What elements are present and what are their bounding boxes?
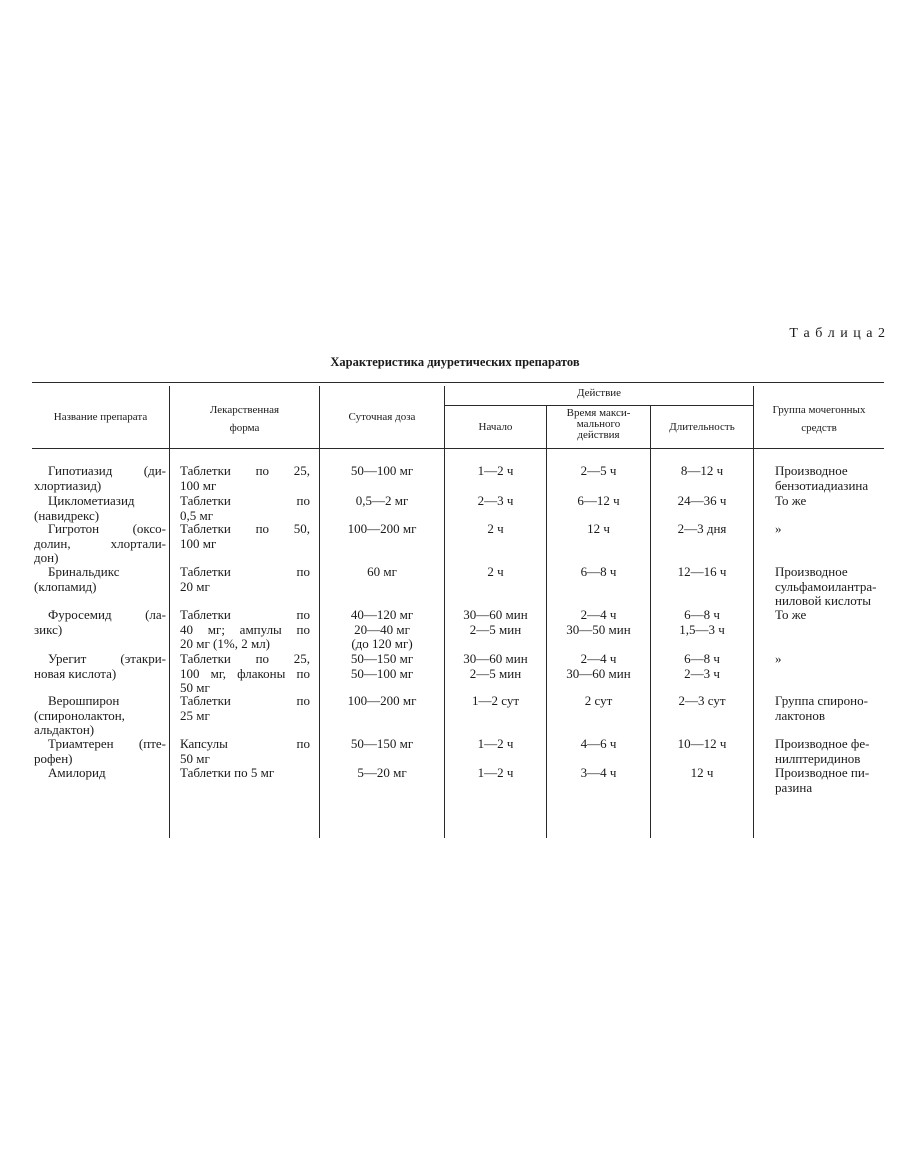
cell-form-line: Таблетки по 5 мг bbox=[180, 765, 275, 780]
cell-onset bbox=[445, 522, 546, 537]
cell-name-line: Амилорид bbox=[48, 765, 106, 780]
cell-name bbox=[34, 464, 166, 493]
cell-duration-line: 24—36 ч bbox=[677, 493, 727, 508]
cell-form bbox=[180, 494, 310, 523]
cell-onset bbox=[445, 608, 546, 637]
cell-onset bbox=[445, 652, 546, 681]
cell-name-line: зикс) bbox=[34, 621, 63, 637]
cell-form-line: 25 мг bbox=[180, 707, 210, 723]
cell-duration-line: 10—12 ч bbox=[677, 736, 727, 751]
cell-form bbox=[180, 464, 310, 493]
cell-form-line: Таблетки по bbox=[180, 693, 310, 708]
cell-onset bbox=[445, 464, 546, 479]
cell-peak bbox=[547, 494, 650, 509]
cell-group-line: » bbox=[775, 651, 782, 666]
cell-dose bbox=[320, 652, 444, 681]
cell-form-line: Таблетки по bbox=[180, 564, 310, 579]
cell-group-line: Производное фе- bbox=[775, 736, 870, 751]
cell-onset-line: 2—3 ч bbox=[477, 493, 514, 508]
cell-name-line: Триамтерен (пте- bbox=[48, 736, 166, 751]
header-group bbox=[754, 401, 884, 437]
cell-group-line: сульфамоилантра- bbox=[775, 578, 877, 594]
table-top-rule bbox=[32, 382, 884, 383]
cell-peak-line: 6—8 ч bbox=[580, 564, 617, 579]
cell-group bbox=[775, 464, 883, 493]
cell-dose bbox=[320, 694, 444, 709]
cell-dose bbox=[320, 494, 444, 509]
header-peak-line: действия bbox=[577, 429, 620, 441]
cell-group-line: Производное bbox=[775, 564, 848, 579]
cell-group-line: » bbox=[775, 521, 782, 536]
cell-onset-line: 1—2 ч bbox=[477, 736, 514, 751]
cell-name-line: Верошпирон bbox=[48, 693, 120, 708]
cell-name bbox=[34, 652, 166, 681]
cell-peak-line: 2 сут bbox=[584, 693, 613, 708]
cell-onset-line: 30—60 мин bbox=[463, 607, 528, 622]
cell-name-line: новая кислота) bbox=[34, 665, 117, 681]
cell-dose bbox=[320, 766, 444, 781]
cell-duration-line: 2—3 сут bbox=[678, 693, 726, 708]
cell-duration-line: 12 ч bbox=[690, 765, 714, 780]
column-divider-6 bbox=[753, 386, 754, 838]
cell-peak bbox=[547, 737, 650, 752]
cell-form-line: 20 мг (1%, 2 мл) bbox=[180, 636, 271, 651]
table-title: Характеристика диуретических препаратов bbox=[330, 355, 580, 369]
cell-peak bbox=[547, 464, 650, 479]
cell-group bbox=[775, 652, 883, 667]
cell-name-line: Бринальдикс bbox=[48, 564, 120, 579]
cell-peak bbox=[547, 608, 650, 637]
cell-name bbox=[34, 565, 166, 594]
cell-dose bbox=[320, 565, 444, 580]
cell-duration-line: 6—8 ч bbox=[684, 607, 720, 622]
cell-form bbox=[180, 565, 310, 594]
header-form bbox=[170, 401, 319, 437]
cell-peak-line: 30—50 мин bbox=[566, 621, 631, 637]
cell-duration-line: 6—8 ч bbox=[684, 651, 720, 666]
cell-peak-line: 4—6 ч bbox=[580, 736, 617, 751]
header-action: Действие bbox=[576, 387, 622, 399]
header-duration: Длительность bbox=[669, 421, 735, 433]
cell-form bbox=[180, 608, 310, 652]
cell-form-line: Таблетки по 25, bbox=[180, 463, 310, 478]
cell-duration-line: 8—12 ч bbox=[680, 463, 724, 478]
cell-dose-line: 100—200 мг bbox=[347, 693, 417, 708]
header-bottom-rule bbox=[32, 448, 884, 449]
cell-peak bbox=[547, 565, 650, 580]
cell-group bbox=[775, 694, 883, 723]
cell-dose bbox=[320, 522, 444, 537]
cell-name-line: долин, хлортали- bbox=[34, 535, 166, 551]
cell-group bbox=[775, 565, 883, 609]
cell-duration bbox=[651, 522, 753, 537]
cell-onset-line: 2—5 мин bbox=[469, 665, 522, 681]
cell-duration bbox=[651, 766, 753, 781]
cell-onset-line: 2—5 мин bbox=[469, 621, 522, 637]
cell-onset bbox=[445, 694, 546, 709]
header-group-line: средств bbox=[801, 422, 837, 434]
cell-peak-line: 6—12 ч bbox=[577, 493, 620, 508]
cell-form-line: 100 мг bbox=[180, 477, 217, 493]
cell-peak-line: 2—5 ч bbox=[580, 463, 617, 478]
header-peak-line: Время макси- bbox=[566, 407, 631, 419]
header-peak bbox=[547, 408, 650, 441]
cell-onset-line: 2 ч bbox=[487, 521, 504, 536]
cell-form-line: Капсулы по bbox=[180, 736, 310, 751]
cell-name-line: Урегит (этакри- bbox=[48, 651, 166, 666]
cell-form-line: 100 мг bbox=[180, 535, 217, 551]
cell-form bbox=[180, 652, 310, 696]
cell-group-line: Группа спироно- bbox=[775, 693, 868, 708]
cell-name-line: Гипотиазид (ди- bbox=[48, 463, 166, 478]
cell-form bbox=[180, 737, 310, 766]
cell-dose bbox=[320, 464, 444, 479]
cell-peak-line: 30—60 мин bbox=[566, 665, 631, 681]
cell-duration bbox=[651, 464, 753, 479]
cell-group-line: лактонов bbox=[775, 707, 826, 723]
cell-onset-line: 1—2 сут bbox=[471, 693, 520, 708]
cell-form-line: 0,5 мг bbox=[180, 507, 214, 523]
cell-dose-line: 40—120 мг bbox=[350, 607, 414, 622]
cell-group bbox=[775, 608, 883, 623]
cell-form-line: 50 мг bbox=[180, 750, 210, 766]
header-onset: Начало bbox=[478, 421, 513, 433]
cell-dose-line: 5—20 мг bbox=[357, 765, 407, 780]
cell-form-line: Таблетки по 25, bbox=[180, 651, 310, 666]
cell-peak-line: 2—4 ч bbox=[580, 607, 617, 622]
cell-duration bbox=[651, 608, 753, 637]
cell-form-line: 20 мг bbox=[180, 578, 210, 594]
cell-form bbox=[180, 694, 310, 723]
cell-dose-line: (до 120 мг) bbox=[351, 636, 413, 651]
cell-duration-line: 12—16 ч bbox=[677, 564, 727, 579]
cell-duration bbox=[651, 737, 753, 752]
cell-dose-line: 50—100 мг bbox=[350, 665, 414, 681]
cell-group-line: бензотиадиазина bbox=[775, 477, 869, 493]
cell-form-line: 100 мг, флаконы по bbox=[180, 665, 310, 681]
cell-duration bbox=[651, 652, 753, 681]
cell-group-line: разина bbox=[775, 779, 813, 795]
cell-duration-line: 2—3 дня bbox=[677, 521, 727, 536]
cell-duration-line: 1,5—3 ч bbox=[679, 621, 725, 637]
cell-name bbox=[34, 608, 166, 637]
cell-dose-line: 60 мг bbox=[367, 564, 397, 579]
cell-onset-line: 1—2 ч bbox=[477, 765, 514, 780]
cell-peak bbox=[547, 694, 650, 709]
cell-peak bbox=[547, 652, 650, 681]
cell-onset-line: 2 ч bbox=[487, 564, 504, 579]
cell-name bbox=[34, 737, 166, 766]
cell-name bbox=[34, 522, 166, 566]
cell-peak-line: 3—4 ч bbox=[580, 765, 617, 780]
cell-dose bbox=[320, 737, 444, 752]
cell-form-line: 40 мг; ампулы по bbox=[180, 621, 310, 637]
header-peak-line: мального bbox=[576, 418, 621, 430]
cell-name-line: (клопамид) bbox=[34, 578, 97, 594]
cell-peak bbox=[547, 766, 650, 781]
header-group-line: Группа мочегонных bbox=[772, 404, 866, 416]
cell-dose-line: 20—40 мг bbox=[354, 621, 410, 637]
cell-dose-line: 0,5—2 мг bbox=[355, 493, 409, 508]
cell-peak bbox=[547, 522, 650, 537]
cell-name-line: Гигротон (оксо- bbox=[48, 521, 166, 536]
cell-duration bbox=[651, 565, 753, 580]
cell-form-line: Таблетки по bbox=[180, 607, 310, 622]
cell-dose-line: 50—150 мг bbox=[350, 651, 414, 666]
cell-onset bbox=[445, 494, 546, 509]
cell-group-line: Производное bbox=[775, 463, 848, 478]
cell-form-line: Таблетки по bbox=[180, 493, 310, 508]
cell-onset bbox=[445, 565, 546, 580]
header-form-line: Лекарственная bbox=[209, 404, 280, 416]
cell-onset bbox=[445, 737, 546, 752]
cell-onset-line: 1—2 ч bbox=[477, 463, 514, 478]
cell-group bbox=[775, 494, 883, 509]
header-name: Название препарата bbox=[53, 411, 148, 423]
table-label: Т а б л и ц а 2 bbox=[789, 326, 886, 341]
cell-dose-line: 50—150 мг bbox=[350, 736, 414, 751]
cell-group-line: нилптеридинов bbox=[775, 750, 861, 766]
cell-name-line: Циклометиазид bbox=[48, 493, 135, 508]
cell-onset-line: 30—60 мин bbox=[463, 651, 528, 666]
cell-duration bbox=[651, 494, 753, 509]
cell-group-line: То же bbox=[775, 607, 807, 622]
cell-name bbox=[34, 694, 166, 738]
action-header-rule bbox=[444, 405, 753, 406]
cell-group-line: То же bbox=[775, 493, 807, 508]
cell-peak-line: 2—4 ч bbox=[580, 651, 617, 666]
cell-form bbox=[180, 766, 310, 781]
cell-group-line: Производное пи- bbox=[775, 765, 870, 780]
header-form-line: форма bbox=[229, 422, 260, 434]
cell-dose-line: 50—100 мг bbox=[350, 463, 414, 478]
cell-group bbox=[775, 522, 883, 537]
cell-peak-line: 12 ч bbox=[587, 521, 610, 536]
cell-form bbox=[180, 522, 310, 551]
cell-duration-line: 2—3 ч bbox=[684, 665, 720, 681]
cell-onset bbox=[445, 766, 546, 781]
cell-group-line: ниловой кислоты bbox=[775, 593, 871, 608]
cell-name-line: хлортиазид) bbox=[34, 477, 102, 493]
cell-form-line: Таблетки по 50, bbox=[180, 521, 310, 536]
column-divider-1 bbox=[169, 386, 170, 838]
cell-group bbox=[775, 766, 883, 795]
cell-name bbox=[34, 766, 166, 781]
cell-name-line: дон) bbox=[34, 550, 59, 565]
cell-name-line: Фуросемид (ла- bbox=[48, 607, 166, 622]
cell-name-line: рофен) bbox=[34, 750, 73, 766]
cell-form-line: 50 мг bbox=[180, 680, 210, 695]
cell-name bbox=[34, 494, 166, 523]
cell-dose-line: 100—200 мг bbox=[347, 521, 417, 536]
cell-duration bbox=[651, 694, 753, 709]
cell-name-line: (навидрекс) bbox=[34, 507, 100, 523]
cell-name-line: (спиронолактон, bbox=[34, 707, 125, 723]
cell-name-line: альдактон) bbox=[34, 722, 95, 737]
header-dose: Суточная доза bbox=[348, 411, 416, 423]
cell-dose bbox=[320, 608, 444, 652]
cell-group bbox=[775, 737, 883, 766]
